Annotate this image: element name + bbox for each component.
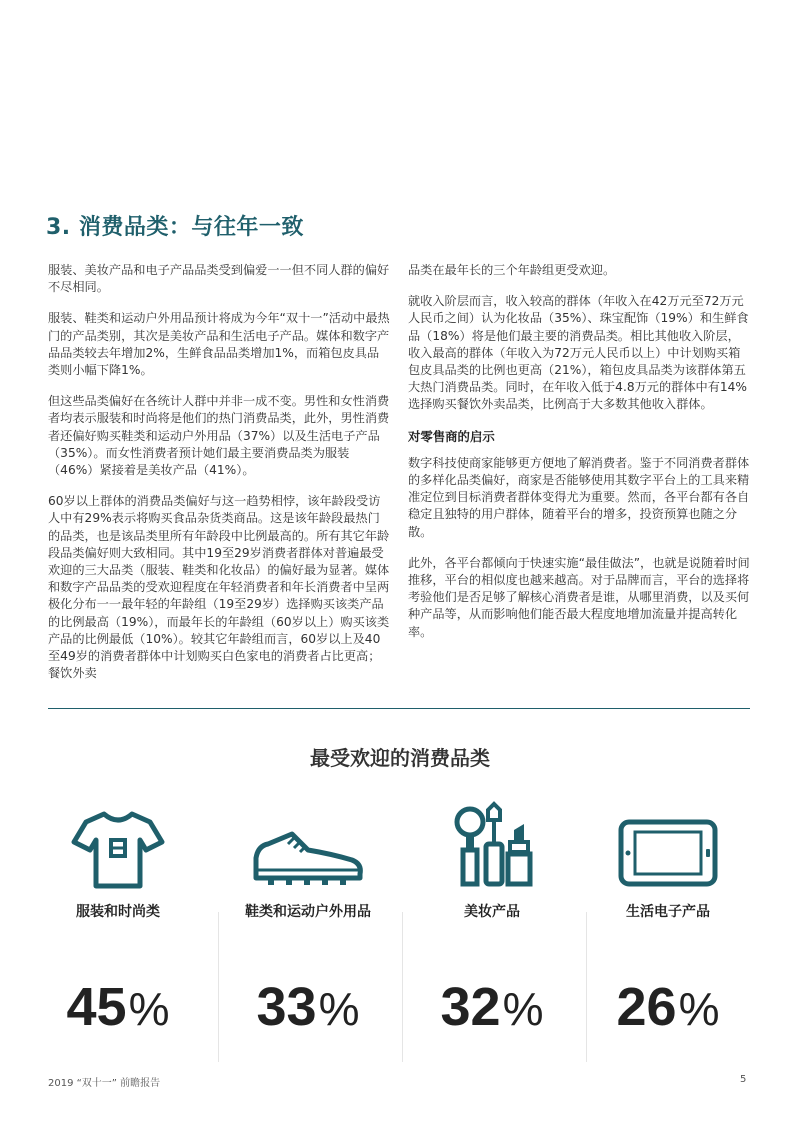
paragraph: 此外，各平台都倾向于快速实施“最佳做法”，也就是说随着时间推移，平台的相似度也越来越高。对于品牌而言，平台的选择将考验他们是否足够了解核心消费者是谁，从哪里消费，以及买何种产品等，从而影响他们能否最大程度地增加流量并提高转化率。 bbox=[408, 555, 750, 639]
paragraph: 数字科技使商家能够更方便地了解消费者。鉴于不同消费者群体的多样化品类偏好，商家是否能够使用其数字平台上的工具来精准定位到目标消费者群体变得尤为重要。然而，各平台都有各自稳定且独特的用户群体，随着平台的增多，投资预算也随之分散。 bbox=[408, 455, 750, 539]
value-number: 33 bbox=[256, 977, 317, 1037]
category-value bbox=[412, 976, 572, 1038]
paragraph: 品类在最年长的三个年龄组更受欢迎。 bbox=[408, 263, 616, 277]
column-separator bbox=[586, 912, 587, 1062]
paragraph: 服装、鞋类和运动户外用品预计将成为今年“双十一”活动中最热门的产品类别，其次是美妆产品和生活电子产品。媒体和数字产品品类较去年增加2%，生鲜食品品类增加1%，而箱包皮具品类则小幅下降1%。 bbox=[48, 311, 390, 378]
section-divider bbox=[48, 708, 750, 709]
percent-sign: % bbox=[318, 983, 360, 1035]
paragraph: 60岁以上群体的消费品类偏好与这一趋势相悖，该年龄段受访人中有29%表示将购买食品杂货类商品。这是该年龄段最热门的品类，也是该品类里所有年龄段中比例最高的。所有其它年龄段品类偏好则大致相同。其中19至29岁消费者群体对普遍最受欢迎的三大品类（服装、鞋类和化妆品）的偏好最为显著。媒体和数字产品品类的受欢迎程度在年轻消费者和年长消费者中呈两极化分布一一最年轻的年龄组（19至29岁）选择购买该类产品的比例最高（19%），而最年长的年龄组（60岁以上）购买该类产品的比例最低（10%）。较其它年龄组而言，60岁以上及40至49岁的消费者群体中计划购买白色家电的消费者占比更高；餐饮外卖 bbox=[48, 494, 390, 681]
category-footwear bbox=[228, 800, 388, 1037]
footer-title: 2019 “双十一” 前瞻报告 bbox=[48, 1078, 161, 1089]
category-label: 服装和时尚类 bbox=[76, 904, 160, 920]
category-value bbox=[38, 976, 198, 1038]
chart-title: 最受欢迎的消费品类 bbox=[310, 746, 490, 770]
left-column bbox=[48, 262, 390, 696]
page-number: 5 bbox=[740, 1074, 747, 1085]
tablet-icon bbox=[613, 800, 723, 896]
category-apparel bbox=[38, 800, 198, 1037]
tshirt-icon bbox=[68, 800, 168, 896]
percent-sign: % bbox=[502, 983, 544, 1035]
category-label: 美妆产品 bbox=[464, 904, 520, 920]
column-separator bbox=[218, 912, 219, 1062]
category-label: 鞋类和运动户外用品 bbox=[245, 904, 371, 920]
right-column bbox=[408, 262, 750, 655]
value-number: 45 bbox=[66, 977, 127, 1037]
paragraph: 服装、美妆产品和电子产品品类受到偏爱一一但不同人群的偏好不尽相同。 bbox=[48, 263, 390, 295]
percent-sign: % bbox=[128, 983, 170, 1035]
value-number: 26 bbox=[616, 977, 677, 1037]
column-separator bbox=[402, 912, 403, 1062]
value-number: 32 bbox=[440, 977, 501, 1037]
sneaker-icon bbox=[248, 800, 368, 896]
paragraph: 就收入阶层而言，收入较高的群体（年收入在42万元至72万元人民币之间）认为化妆品（35%）、珠宝配饰（19%）和生鲜食品（18%）将是他们最主要的消费品类。相比其他收入阶层，收入最高的群体（年收入为72万元人民币以上）中计划购买箱包皮具品类的比例也更高（21%），箱包皮具品类为该群体第五大热门消费品类。同时，在年收入低于4.8万元的群体中有14%选择购买餐饮外卖品类，比例高于大多数其他收入群体。 bbox=[408, 294, 749, 412]
category-cosmetics bbox=[412, 800, 572, 1037]
retail-heading: 对零售商的启示 bbox=[408, 428, 495, 444]
category-value bbox=[588, 976, 748, 1038]
category-value bbox=[228, 976, 388, 1038]
cosmetics-icon bbox=[442, 800, 542, 896]
category-electronics bbox=[588, 800, 748, 1037]
section-title: 3. 消费品类：与往年一致 bbox=[46, 215, 304, 240]
paragraph: 但这些品类偏好在各统计人群中并非一成不变。男性和女性消费者均表示服装和时尚将是他们的热门消费品类，此外，男性消费者还偏好购买鞋类和运动户外用品（37%）以及生活电子产品（35%）。而女性消费者预计她们最主要消费品类为服装（46%）紧接着是美妆产品（41%）。 bbox=[48, 394, 390, 478]
category-label: 生活电子产品 bbox=[626, 904, 710, 920]
percent-sign: % bbox=[678, 983, 720, 1035]
